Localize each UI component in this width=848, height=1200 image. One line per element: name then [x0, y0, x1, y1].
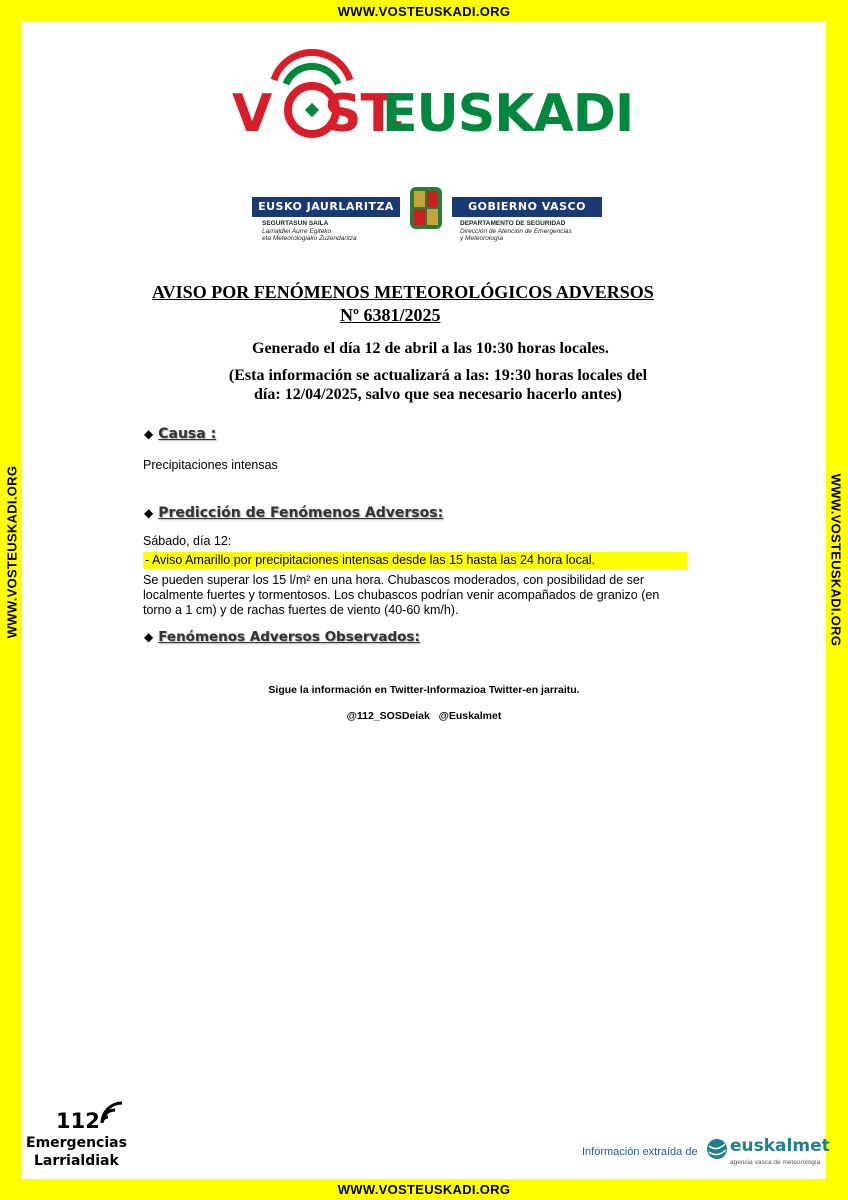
gobierno-vasco-logo — [252, 185, 602, 255]
logo112-line2: Larrialdiak — [34, 1153, 119, 1169]
update-info — [218, 366, 658, 404]
prediction-day: Sábado, día 12: — [143, 534, 232, 548]
euskalmet-name: euskalmet — [730, 1136, 830, 1156]
prediction-description — [143, 573, 659, 618]
source-prefix: Información extraída de — [582, 1146, 698, 1158]
diamond-bullet-icon: ◆ — [144, 630, 154, 644]
prediction-line-1: Se pueden superar los 15 l/m² en una hora. Chubascos moderados, con posibilidad de ser — [143, 573, 645, 587]
prediction-label: Predicción de Fenómenos Adversos: — [158, 505, 444, 521]
cause-label: Causa : — [158, 426, 217, 442]
update-line-1: (Esta información se actualizará a las: 19:30 horas locales del — [228, 367, 648, 384]
prediction-line-3: torno a 1 cm) y de rachas fuertes de viento (40-60 km/h). — [143, 603, 459, 617]
vost-euskadi-logo — [232, 42, 634, 144]
gov-right-bar: GOBIERNO VASCO — [452, 197, 602, 217]
gov-left-bar: EUSKO JAURLARITZA — [252, 197, 400, 217]
update-line-2: día: 12/04/2025, salvo que sea necesario hacerlo antes) — [254, 386, 622, 403]
observed-heading — [144, 629, 420, 645]
top-url[interactable]: WWW.VOSTEUSKADI.ORG — [337, 4, 511, 19]
left-url[interactable]: WWW.VOSTEUSKADI.ORG — [4, 465, 20, 639]
diamond-bullet-icon: ◆ — [144, 427, 154, 441]
twitter-handles[interactable]: @112_SOSDeiak @Euskalmet — [346, 710, 502, 722]
emergencias-112-logo — [26, 1097, 146, 1177]
document-page — [22, 22, 830, 1179]
gov-left-subtitle: SEGURTASUN SAILA Larrialdiei Aurre Egiteko eta Meteorologiako Zuzendaritza — [262, 220, 357, 242]
prediction-line-2: localmente fuertes y tormentosos. Los chubascos podrían venir acompañados de granizo (en — [143, 588, 660, 602]
cause-text: Precipitaciones intensas — [143, 458, 278, 472]
coat-of-arms-icon — [406, 185, 446, 231]
signal-waves-icon — [98, 1097, 128, 1127]
vost-logo-v: V — [232, 84, 272, 144]
notice-title — [152, 281, 686, 327]
vost-logo-euskadi: EUSKADI — [382, 84, 634, 144]
diamond-bullet-icon: ◆ — [144, 506, 154, 520]
cause-heading — [144, 426, 216, 442]
observed-label: Fenómenos Adversos Observados: — [158, 629, 420, 645]
notice-title-line: AVISO POR FENÓMENOS METEOROLÓGICOS ADVERSOS — [152, 282, 654, 302]
prediction-heading — [144, 505, 443, 521]
euskalmet-credit — [582, 1135, 830, 1171]
bottom-url[interactable]: WWW.VOSTEUSKADI.ORG — [337, 1182, 511, 1197]
prediction-warning: - Aviso Amarillo por precipitaciones intensas desde las 15 hasta las 24 hora local. — [143, 552, 687, 569]
right-url[interactable]: WWW.VOSTEUSKADI.ORG — [828, 473, 844, 647]
logo112-line1: Emergencias — [26, 1135, 127, 1151]
logo112-number: 112 — [56, 1109, 100, 1133]
vost-logo-st: ST. — [324, 84, 406, 144]
follow-twitter-text: Sigue la información en Twitter-Informazioa Twitter-en jarraitu. — [268, 684, 580, 696]
notice-number: Nº 6381/2025 — [340, 305, 441, 325]
euskalmet-subtitle: agencia vasca de meteorología — [730, 1159, 821, 1166]
globe-icon — [706, 1138, 728, 1160]
gov-right-subtitle: DEPARTAMENTO DE SEGURIDAD Dirección de Atención de Emergencias y Meteorología — [460, 220, 572, 242]
generated-time: Generado el día 12 de abril a las 10:30 horas locales. — [252, 340, 609, 357]
